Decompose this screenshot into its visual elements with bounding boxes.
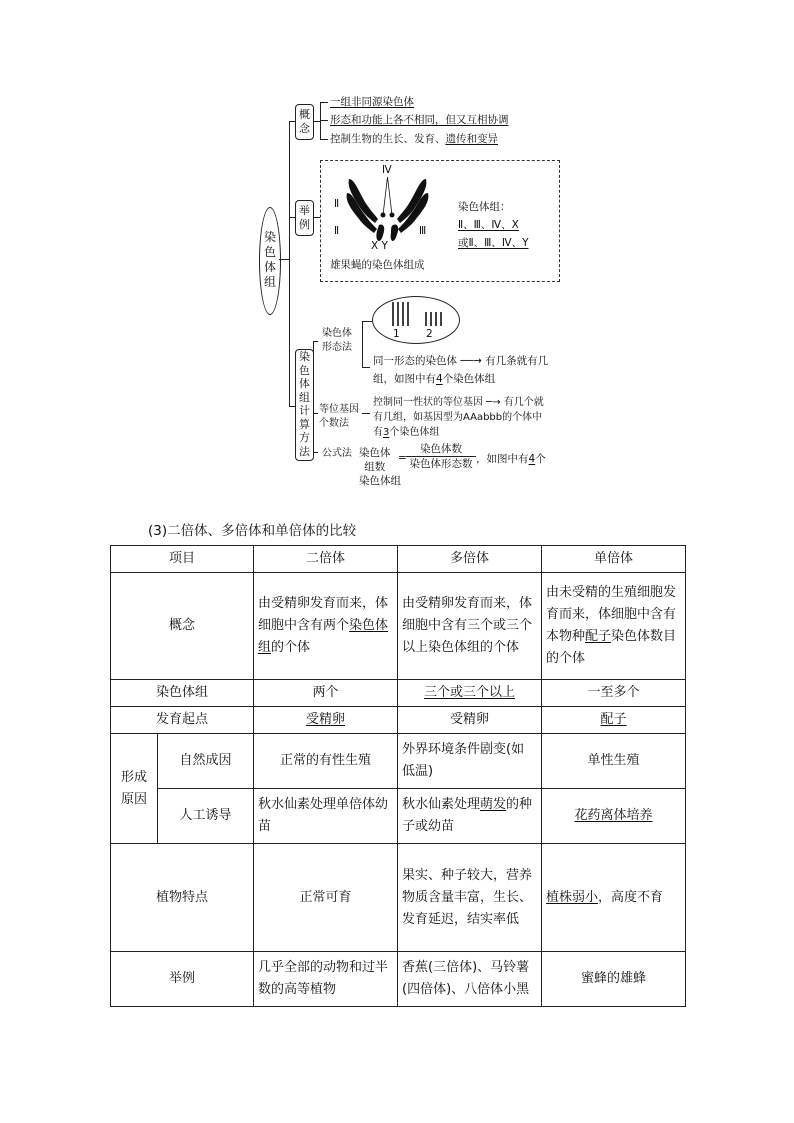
cell-artificial-diploid: 秋水仙素处理单倍体幼苗 [254,789,398,844]
formula-equals: = [398,452,407,464]
cell-natural-haploid: 单性生殖 [542,734,686,789]
row-label-sets: 染色体组 [111,680,254,707]
cell-natural-diploid: 正常的有性生殖 [254,734,398,789]
section-title: (3)二倍体、多倍体和单倍体的比较 [148,523,357,539]
formula-suffix: ，如图中有4个 [476,453,546,465]
roman-III-top-label: Ⅲ [419,198,427,210]
formula-lhs: 染色体 组数 [359,447,391,473]
root-connector [279,259,289,260]
concept-item-2: 形态和功能上各不相同，但又互相协调 [330,114,509,126]
method1-bracket [362,321,363,368]
calc-bracket [313,341,314,453]
row-label-plant: 植物特点 [111,844,254,952]
row-label-formation: 形成原因 [111,734,158,844]
example-label: 举例 [299,204,310,231]
root-label: 染色体组 [264,230,277,289]
method2-text: 控制同一性状的等位基因 ─→ 有几个就 有几组，如基因型为AAabbb的个体中 有3个染色体组 [373,397,544,438]
method1-label: 染色体 形态法 [322,328,352,353]
formula-denominator: 染色体形态数 [406,456,476,471]
table-row-concept [111,573,686,680]
formula-tail: 染色体组 [359,475,401,487]
row-label-artificial: 人工诱导 [158,789,254,844]
method1-text: 同一形态的染色体 ──→ 有几条就有几 组，如图中有4个染色体组 [373,355,549,385]
fig-label-2: 2 [426,328,433,340]
row-label-origin: 发育起点 [111,707,254,734]
roman-IV-label: Ⅳ [382,164,392,176]
concept-label: 概念 [299,108,310,135]
cell-artificial-haploid: 花药离体培养 [542,789,686,844]
method3-label: 公式法 [322,448,352,459]
trunk-line [289,121,290,407]
cell-example-haploid: 蜜蜂的雄蜂 [542,952,686,1007]
chromosome-Y [391,224,399,241]
formula-fraction [406,442,476,471]
method2-connector [362,413,370,414]
cell-sets-haploid: 一至多个 [542,680,686,707]
row-label-natural: 自然成因 [158,734,254,789]
comparison-table [110,545,686,1007]
cell-plant-diploid: 正常可育 [254,844,398,952]
method1-tick-a [362,321,372,322]
figure-caption: 雄果蝇的染色体组成 [330,259,425,271]
cell-chromosome-bars [388,300,448,330]
concept-connector [313,121,320,122]
root-node [259,207,281,315]
concept-item-1: 一组非同源染色体 [330,96,414,108]
cell-artificial-polyploid: 秋水仙素处理萌发的种子或幼苗 [398,789,542,844]
set-title: 染色体组： [458,201,511,213]
calc-tick-3 [313,452,318,453]
example-connector [313,217,320,218]
cell-example-diploid: 几乎全部的动物和过半数的高等植物 [254,952,398,1007]
cell-origin-diploid: 受精卵 [254,707,398,734]
concept-label-box [295,104,314,140]
table-header-row [111,546,686,573]
set-1: Ⅱ、Ⅲ、Ⅳ、X [458,219,519,231]
concept-tick-1 [320,102,328,103]
example-label-box [295,200,314,236]
table-row-plant [111,844,686,952]
table-row-natural [111,734,686,789]
xy-label: X Y [371,240,388,252]
method2-label: 等位基因 个数法 [319,404,359,429]
table-row-artificial [111,789,686,844]
cell-example-polyploid: 香蕉(三倍体)、马铃薯(四倍体)、八倍体小黑 [398,952,542,1007]
header-haploid: 单倍体 [542,546,686,573]
concept-tick-2 [320,120,328,121]
cell-sets-diploid: 两个 [254,680,398,707]
fig-label-1: 1 [393,328,400,340]
table-row-origin [111,707,686,734]
row-label-concept: 概念 [111,573,254,680]
cell-sets-polyploid: 三个或三个以上 [398,680,542,707]
cell-plant-polyploid: 果实、种子较大，营养物质含量丰富，生长、发育延迟，结实率低 [398,844,542,952]
concept-bracket [320,102,321,140]
header-item: 项目 [111,546,254,573]
cell-concept-diploid: 由受精卵发育而来，体细胞中含有两个染色体组的个体 [254,573,398,680]
chromosome-IV-pointer [383,177,392,215]
cell-plant-haploid: 植株弱小，高度不育 [542,844,686,952]
cell-natural-polyploid: 外界环境条件剧变(如低温) [398,734,542,789]
roman-II-bottom-label: Ⅱ [334,225,340,237]
roman-II-top-label: Ⅱ [334,198,340,210]
fruitfly-chromosome-figure [345,175,430,245]
row-label-example: 举例 [111,952,254,1007]
calc-label: 染色体组计算方法 [299,350,310,458]
calc-tick-2 [313,413,318,414]
formula-numerator: 染色体数 [420,443,462,455]
set-2: 或Ⅱ、Ⅲ、Ⅳ、Y [458,237,529,249]
roman-III-bottom-label: Ⅲ [419,225,427,237]
table-row-sets [111,680,686,707]
header-polyploid: 多倍体 [398,546,542,573]
cell-concept-polyploid: 由受精卵发育而来，体细胞中含有三个或三个以上染色体组的个体 [398,573,542,680]
header-diploid: 二倍体 [254,546,398,573]
concept-tick-3 [320,139,328,140]
cell-origin-polyploid: 受精卵 [398,707,542,734]
calc-tick-1 [313,341,318,342]
concept-item-3: 控制生物的生长、发育、遗传和变异 [330,133,498,145]
cell-concept-haploid: 由未受精的生殖细胞发育而来，体细胞中含有本物种配子染色体数目的个体 [542,573,686,680]
cell-origin-haploid: 配子 [542,707,686,734]
calc-label-box [295,349,314,461]
method1-tick-b [362,367,370,368]
table-row-example [111,952,686,1007]
